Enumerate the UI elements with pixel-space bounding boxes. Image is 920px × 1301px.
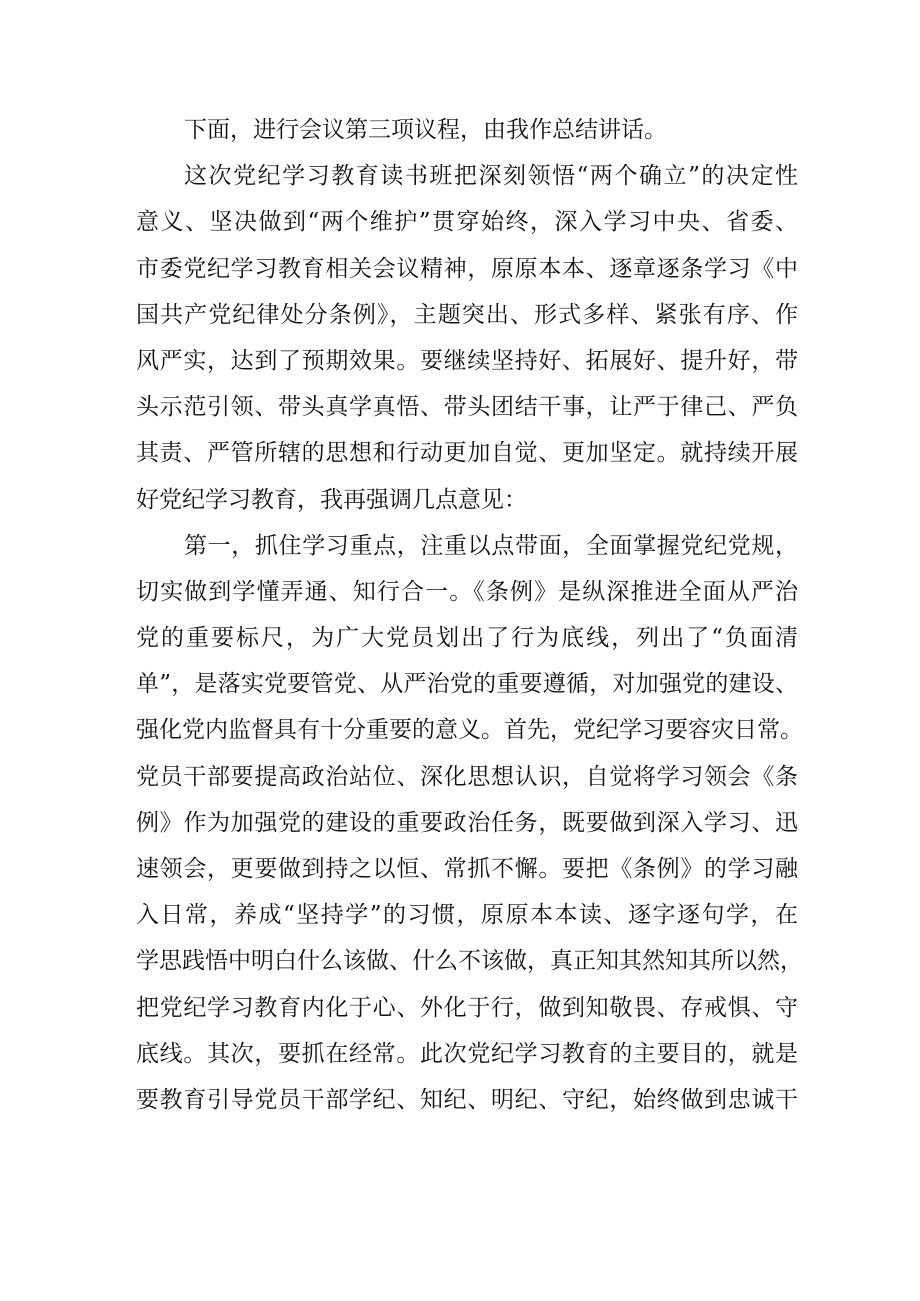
text-line: 单”，是落实党要管党、从严治党的重要遵循，对加强党的建设、 — [136, 671, 798, 698]
text-line: 头示范引领、带头真学真悟、带头团结干事，让严于律己、严负 — [136, 394, 798, 421]
text-line: 入日常，养成“坚持学”的习惯，原原本本读、逐字逐句学，在 — [136, 902, 798, 929]
text-line: 学思践悟中明白什么该做、什么不该做，真正知其然知其所以然， — [136, 948, 803, 975]
text-line: 要教育引导党员干部学纪、知纪、明纪、守纪，始终做到忠诚干 — [136, 1086, 798, 1113]
text-line: 速领会，更要做到持之以恒、常抓不懈。要把《条例》的学习融 — [136, 856, 798, 882]
text-line: 国共产党纪律处分条例》，主题突出、形式多样、紧张有序、作 — [136, 301, 798, 328]
paragraph — [136, 107, 798, 153]
text-line: 把党纪学习教育内化于心、外化于行，做到知敬畏、存戒惧、守 — [136, 994, 798, 1021]
text-line: 其责、严管所辖的思想和行动更加自觉、更加坚定。就持续开展 — [136, 440, 798, 467]
text-line: 第一，抓住学习重点，注重以点带面，全面掌握党纪党规， — [184, 532, 798, 559]
text-line: 意义、坚决做到“两个维护”贯穿始终，深入学习中央、省委、 — [136, 209, 798, 236]
text-line: 下面，进行会议第三项议程，由我作总结讲话。 — [184, 117, 667, 143]
text-line: 市委党纪学习教育相关会议精神，原原本本、逐章逐条学习《中 — [136, 255, 798, 282]
text-line: 强化党内监督具有十分重要的意义。首先，党纪学习要容灾日常。 — [136, 717, 803, 744]
text-line: 例》作为加强党的建设的重要政治任务，既要做到深入学习、迅 — [136, 809, 798, 836]
paragraph — [136, 523, 803, 1123]
document-body — [136, 107, 803, 1123]
text-line: 底线。其次，要抓在经常。此次党纪学习教育的主要目的，就是 — [136, 1040, 798, 1067]
text-line: 党员干部要提高政治站位、深化思想认识，自觉将学习领会《条 — [136, 763, 798, 790]
text-line: 风严实，达到了预期效果。要继续坚持好、拓展好、提升好，带 — [136, 347, 798, 374]
text-line: 党的重要标尺，为广大党员划出了行为底线，列出了“负面清 — [136, 625, 798, 652]
text-line: 切实做到学懂弄通、知行合一。《条例》是纵深推进全面从严治 — [136, 578, 798, 605]
paragraph — [136, 153, 798, 523]
text-line: 这次党纪学习教育读书班把深刻领悟“两个确立”的决定性 — [184, 163, 798, 190]
text-line: 好党纪学习教育，我再强调几点意见： — [136, 486, 527, 513]
